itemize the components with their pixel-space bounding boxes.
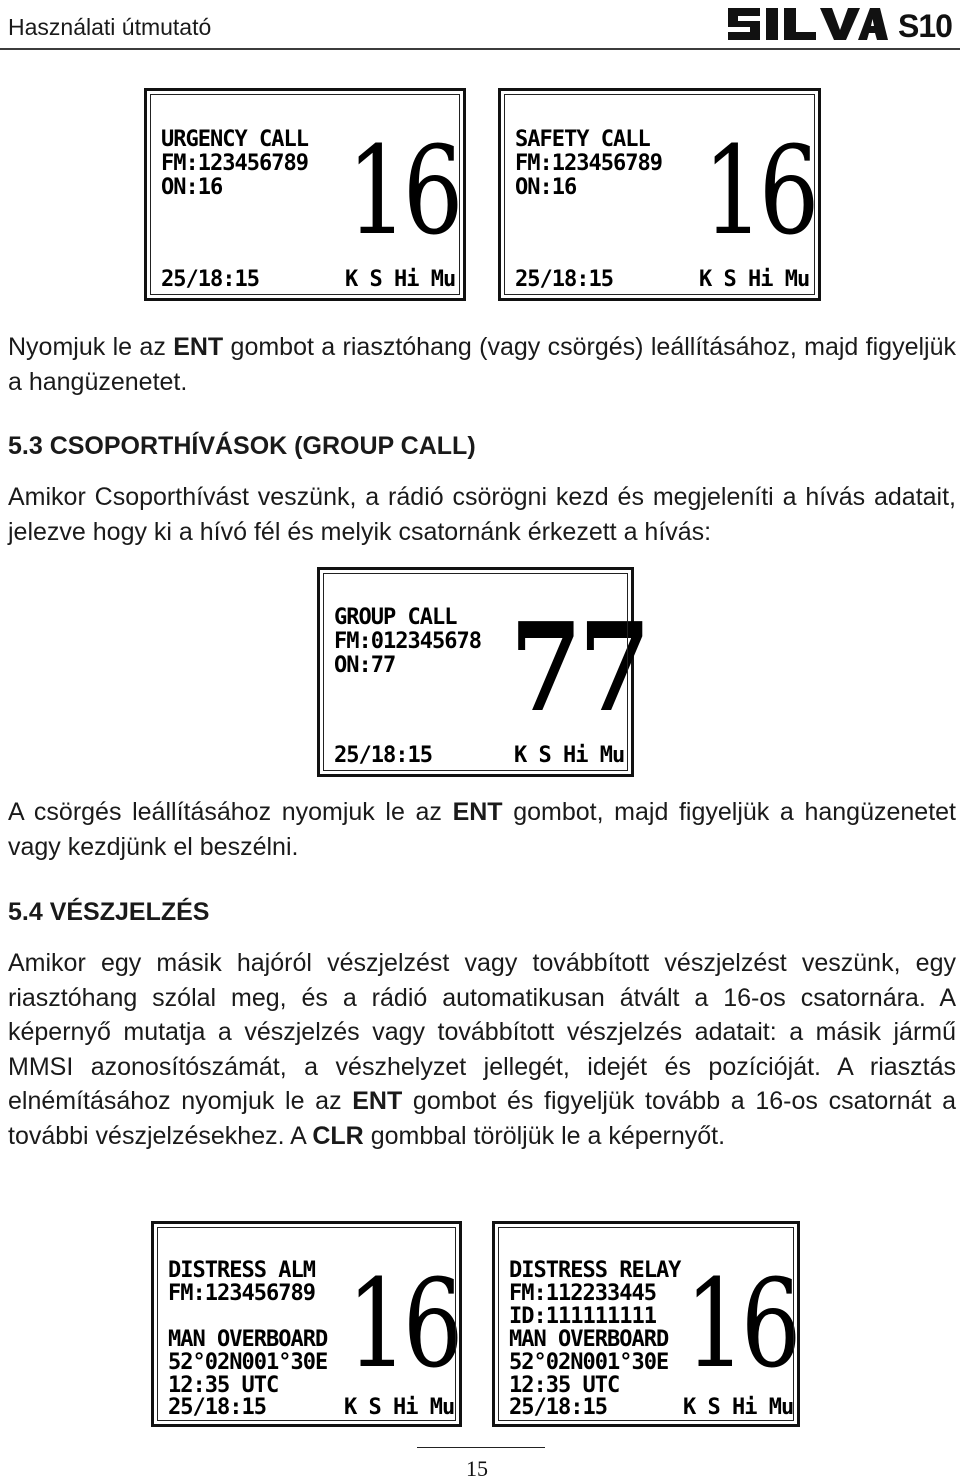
- lcd-line: 52°02N001°30E: [168, 1350, 328, 1375]
- lcd-distress-alm: [151, 1221, 462, 1427]
- lcd-channel: 16: [685, 1253, 797, 1395]
- lcd-line: SAFETY CALL: [515, 127, 650, 152]
- key-ent: ENT: [173, 333, 224, 361]
- lcd-distress-relay: [492, 1221, 800, 1427]
- lcd-line: FM:123456789: [161, 151, 308, 176]
- lcd-status: K S Hi Mu: [683, 1395, 794, 1420]
- silva-logo: [724, 4, 888, 44]
- lcd-line: URGENCY CALL: [161, 127, 308, 152]
- lcd-line: 52°02N001°30E: [509, 1350, 669, 1375]
- lcd-status: K S Hi Mu: [345, 267, 456, 292]
- lcd-line: ID:111111111: [509, 1304, 656, 1329]
- lcd-line: DISTRESS RELAY: [509, 1258, 681, 1283]
- paragraph-ent-stop: Nyomjuk le az ENT gombot a riasztóhang (vagy csörgés) leállításához, majd figyeljük a hangüzenetet.: [8, 333, 957, 396]
- lcd-urgency-call: [144, 88, 466, 301]
- lcd-channel: 16: [347, 120, 459, 262]
- lcd-line: FM:123456789: [515, 151, 662, 176]
- lcd-channel: 16: [347, 1253, 459, 1395]
- lcd-time: 25/18:15: [168, 1395, 266, 1420]
- lcd-line: ON:77: [334, 653, 396, 678]
- key-ent: ENT: [352, 1087, 403, 1115]
- lcd-group-call: [317, 567, 648, 777]
- lcd-time: 25/18:15: [509, 1395, 607, 1420]
- lcd-time: 25/18:15: [515, 267, 613, 292]
- lcd-status: K S Hi Mu: [699, 267, 810, 292]
- footer-rule: [417, 1447, 545, 1448]
- lcd-line: FM:123456789: [168, 1281, 315, 1306]
- paragraph-group-call: Amikor Csoporthívást veszünk, a rádió csörögni kezd és megjeleníti a hívás adatait, jelezve hogy ki a hívó fél és melyik csatornánk érkezett a hívás:: [8, 483, 956, 546]
- model-name: S10: [898, 8, 952, 44]
- lcd-safety-call: [498, 88, 821, 301]
- page-number: 15: [466, 1456, 488, 1481]
- lcd-line: DISTRESS ALM: [168, 1258, 315, 1283]
- lcd-line: 12:35 UTC: [509, 1373, 620, 1398]
- lcd-time: 25/18:15: [334, 743, 432, 768]
- key-clr: CLR: [312, 1121, 364, 1150]
- lcd-channel: 77: [510, 595, 648, 739]
- paragraph-group-ent: A csörgés leállításához nyomjuk le az ENT gombot, majd figyeljük a hangüzenetet vagy kezdjünk el beszélni.: [8, 798, 956, 861]
- lcd-line: ON:16: [515, 175, 577, 200]
- lcd-status: K S Hi Mu: [344, 1395, 455, 1420]
- page-header: [0, 0, 960, 50]
- lcd-status: K S Hi Mu: [514, 743, 625, 768]
- heading-group-call: 5.3 CSOPORTHÍVÁSOK (GROUP CALL): [8, 432, 476, 460]
- lcd-line: 12:35 UTC: [168, 1373, 279, 1398]
- header-divider: [0, 48, 960, 50]
- key-ent: ENT: [452, 798, 503, 826]
- lcd-line: FM:012345678: [334, 629, 481, 654]
- lcd-line: MAN OVERBOARD: [168, 1327, 328, 1352]
- lcd-line: FM:112233445: [509, 1281, 656, 1306]
- lcd-channel: 16: [703, 120, 815, 262]
- paragraph-distress: Amikor egy másik hajóról vészjelzést vagy továbbított vészjelzést veszünk, egy riasztóhang szólal meg, és a rádió automatikusan átvált a 16-os csatornára. A képernyő mutatja a vészjelzés vagy továbbított vészjelzés adatait: a másik jármű MMSI azonosítószámát, a vészhelyzet jellegét, idejét és pozícióját. A riasztás elnémításához nyomjuk le az ENT gombot és figyeljük tovább a 16-os csatornát a további vészjelzésekhez. A CLR gombbal töröljük le a képernyőt.: [8, 949, 956, 1150]
- lcd-line: MAN OVERBOARD: [509, 1327, 669, 1352]
- header-title: Használati útmutató: [8, 14, 212, 40]
- lcd-time: 25/18:15: [161, 267, 259, 292]
- lcd-line: GROUP CALL: [334, 605, 457, 630]
- lcd-line: ON:16: [161, 175, 223, 200]
- heading-distress: 5.4 VÉSZJELZÉS: [8, 898, 210, 926]
